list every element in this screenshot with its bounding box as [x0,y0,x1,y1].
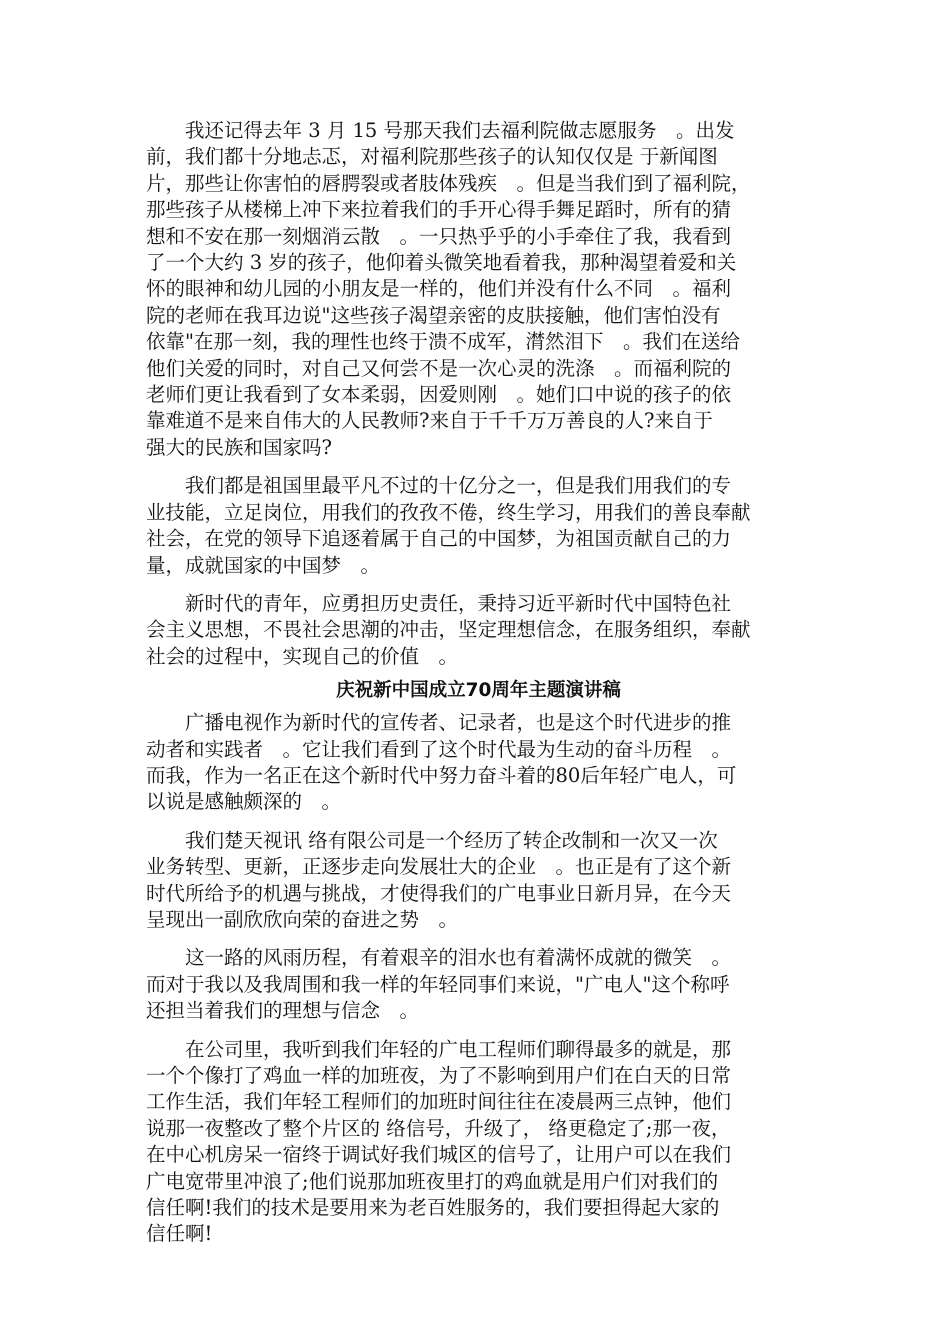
text-line: 了一个大约 3 岁的孩子，他仰着头微笑地看着我，那种渴望着爱和关 [146,251,737,275]
paragraph [146,591,811,670]
text-line: 业技能，立足岗位，用我们的孜孜不倦，终生学习，用我们的善良奉献 [146,500,751,524]
document-page [146,118,811,1260]
paragraph [146,118,811,461]
text-line: 说那一夜整改了整个片区的 络信号，升级了， 络更稳定了;那一夜， [146,1116,731,1140]
text-line: 业务转型、更新，正逐步走向发展壮大的企业 。也正是有了这个新 [146,855,732,879]
text-line: 信任啊!我们的技术是要用来为老百姓服务的，我们要担得起大家的 [146,1196,720,1220]
paragraph [146,945,811,1024]
text-line: 在公司里，我听到我们年轻的广电工程师们聊得最多的就是，那 [185,1037,732,1061]
section-volunteer-speech [146,118,811,670]
text-line: 前，我们都十分地忐忑，对福利院那些孩子的认知仅仅是 于新闻图 [146,145,718,169]
text-line: 想和不安在那一刻烟消云散 。一只热乎乎的小手牵住了我，我看到 [146,224,732,248]
text-line: 在中心机房呆一宿终于调试好我们城区的信号了，让用户可以在我们 [146,1143,732,1167]
paragraph [146,1037,811,1248]
paragraph [146,828,811,934]
text-line: 广电宽带里冲浪了;他们说那加班夜里打的鸡血就是用户们对我们的 [146,1169,719,1193]
text-line: 社会，在党的领导下追逐着属于自己的中国梦，为祖国贡献自己的力 [146,527,732,551]
text-line: 广播电视作为新时代的宣传者、记录者，也是这个时代进步的推 [185,711,732,735]
text-line: 社会的过程中，实现自己的价值 。 [146,644,459,668]
text-line: 一个个像打了鸡血一样的加班夜，为了不影响到用户们在白天的日常 [146,1064,732,1087]
text-line: 依靠"在那一刻，我的理性也终于溃不成军，潸然泪下 。我们在送给 [146,330,740,354]
text-line: 他们关爱的同时，对自己又何尝不是一次心灵的洗涤 。而福利院的 [146,356,732,380]
text-line: 片，那些让你害怕的唇腭裂或者肢体残疾 。但是当我们到了福利院， [146,171,751,195]
text-line: 靠难道不是来自伟大的人民教师?来自于千千万万善良的人?来自于 [146,409,713,433]
text-line: 我们都是祖国里最平凡不过的十亿分之一，但是我们用我们的专 [185,474,732,498]
text-line: 而对于我以及我周围和我一样的年轻同事们来说，"广电人"这个称呼 [146,972,730,996]
paragraph [146,473,811,579]
speech-title: 庆祝新中国成立70周年主题演讲稿 [336,680,621,702]
text-line: 那些孩子从楼梯上冲下来拉着我们的手开心得手舞足蹈时，所有的猜 [146,198,732,222]
text-line: 我们楚天视讯 络有限公司是一个经历了转企改制和一次又一次 [185,828,718,852]
text-line: 老师们更让我看到了女本柔弱，因爱则刚 。她们口中说的孩子的依 [146,383,732,407]
text-line: 量，成就国家的中国梦 。 [146,553,381,577]
text-line: 这一路的风雨历程，有着艰辛的泪水也有着满怀成就的微笑 。 [185,946,732,970]
text-line: 新时代的青年，应勇担历史责任，秉持习近平新时代中国特色社 [185,591,732,615]
text-line: 强大的民族和国家吗? [146,435,332,459]
text-line: 动者和实践者 。它让我们看到了这个时代最为生动的奋斗历程 。 [146,737,732,761]
text-line: 我还记得去年 3 月 15 号那天我们去福利院做志愿服务 。出发 [185,119,735,142]
text-line: 院的老师在我耳边说"这些孩子渴望亲密的皮肤接触，他们害怕没有 [146,303,721,327]
text-line: 会主义思想，不畏社会思潮的冲击，坚定理想信念，在服务组织，奉献 [146,618,751,642]
text-line: 而我，作为一名正在这个新时代中努力奋斗着的80后年轻广电人，可 [146,763,737,787]
text-line: 时代所给予的机遇与挑战，才使得我们的广电事业日新月异，在今天 [146,881,732,905]
section-broadcast-speech [146,710,811,1248]
paragraph [146,710,811,816]
text-line: 怀的眼神和幼儿园的小朋友是一样的，他们并没有什么不同 。福利 [146,277,732,301]
text-line: 以说是感触颇深的 。 [146,790,342,814]
text-line: 信任啊! [146,1222,213,1246]
text-line: 呈现出一副欣欣向荣的奋进之势 。 [146,907,459,931]
text-line: 还担当着我们的理想与信念 。 [146,999,420,1023]
text-line: 工作生活，我们年轻工程师们的加班时间往往在凌晨两三点钟，他们 [146,1090,732,1114]
